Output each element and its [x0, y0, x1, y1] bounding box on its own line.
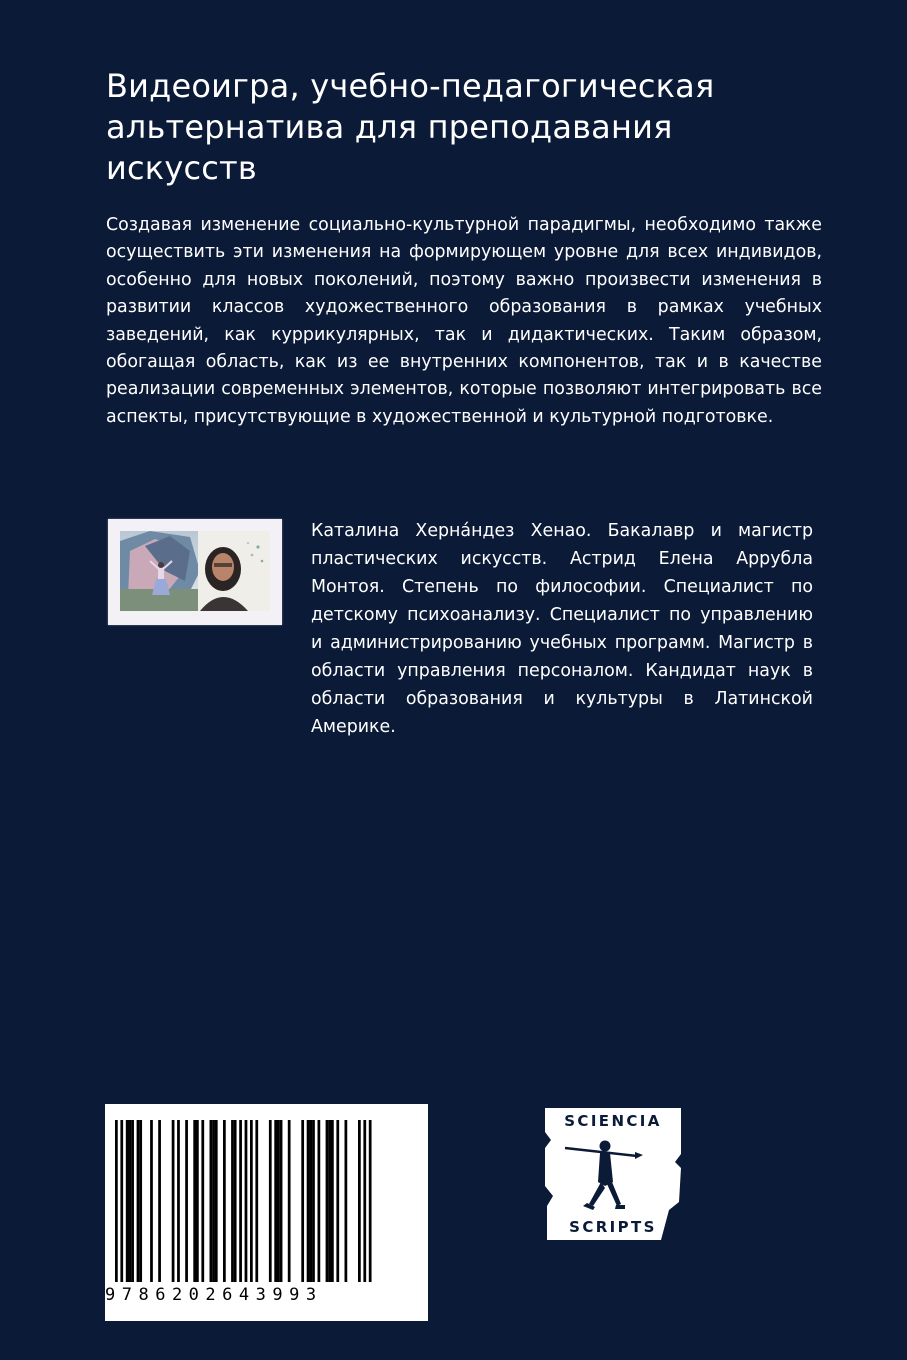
publisher-logo [543, 1106, 683, 1240]
barcode-bar [137, 1120, 140, 1282]
barcode-bar [177, 1120, 180, 1282]
barcode-bar [126, 1120, 129, 1282]
barcode-bar [129, 1120, 132, 1282]
publisher-name-line2: SCRIPTS [569, 1218, 657, 1236]
barcode-bar [326, 1120, 329, 1282]
barcode-bar [234, 1120, 237, 1282]
barcode-bar [328, 1120, 331, 1282]
barcode-bar [280, 1120, 283, 1282]
barcode-bar [215, 1120, 218, 1282]
barcode-bar [210, 1120, 213, 1282]
barcode-bar [120, 1120, 123, 1282]
barcode-bar [274, 1120, 277, 1282]
barcode-bar [158, 1120, 161, 1282]
barcode-bar [309, 1120, 312, 1282]
barcode-bar [115, 1120, 118, 1282]
barcode-bar [245, 1120, 248, 1282]
book-description: Создавая изменение социально-культурной парадигмы, необходимо также осуществить эти изменения на формирующем уровне для всех индивидов, особенно для новых поколений, поэтому важно произвести изменения в развитии классов художественного образования в рамках учебных заведений, как куррикулярных, так и дидактических. Таким образом, обогащая область, как из ее внутренних компонентов, так и в качестве реализации современных элементов, которые позволяют интегрировать все аспекты, присутствующие в художественной и культурной подготовке. [106, 215, 822, 427]
barcode-bar [345, 1120, 348, 1282]
barcode-bar [288, 1120, 291, 1282]
barcode-bar [363, 1120, 366, 1282]
barcode-bar [255, 1120, 258, 1282]
barcode-bar [150, 1120, 153, 1282]
barcode-bar [231, 1120, 234, 1282]
barcode-bar [312, 1120, 315, 1282]
author-photo [108, 519, 282, 625]
author-bio: Каталина Херна́ндез Хенао. Бакалавр и магистр пластических искусств. Астрид Елена Аррубла Монтоя. Степень по философии. Специалист по детскому психоанализу. Специалист по управлению и администрированию учебных программ. Магистр в области управления персоналом. Кандидат наук в области образования и культуры в Латинской Америке. [311, 521, 813, 737]
barcode-bar [307, 1120, 310, 1282]
author-photo-image [120, 531, 270, 611]
barcode-bar [269, 1120, 272, 1282]
barcode-bar [250, 1120, 253, 1282]
barcode-bar [223, 1120, 226, 1282]
barcode-bar [358, 1120, 361, 1282]
barcode-bar [318, 1120, 321, 1282]
barcode-bar [239, 1120, 242, 1282]
barcode-bar [201, 1120, 204, 1282]
barcode-bar [172, 1120, 175, 1282]
barcode-bar [193, 1120, 196, 1282]
barcode-bar [131, 1120, 134, 1282]
barcode-bar [139, 1120, 142, 1282]
barcode-bar [185, 1120, 188, 1282]
publisher-name-line1: SCIENCIA [564, 1112, 662, 1130]
barcode-bar [277, 1120, 280, 1282]
barcode-bar [212, 1120, 215, 1282]
barcode-bar [301, 1120, 304, 1282]
isbn-barcode [105, 1104, 428, 1321]
barcode-bar [331, 1120, 334, 1282]
barcode-bar [336, 1120, 339, 1282]
book-title: Видеоигра, учебно-педагогическая альтернатива для преподавания искусств [106, 67, 715, 187]
isbn-number: 9786202643993 [105, 1285, 323, 1305]
barcode-bar [196, 1120, 199, 1282]
barcode-bar [369, 1120, 372, 1282]
